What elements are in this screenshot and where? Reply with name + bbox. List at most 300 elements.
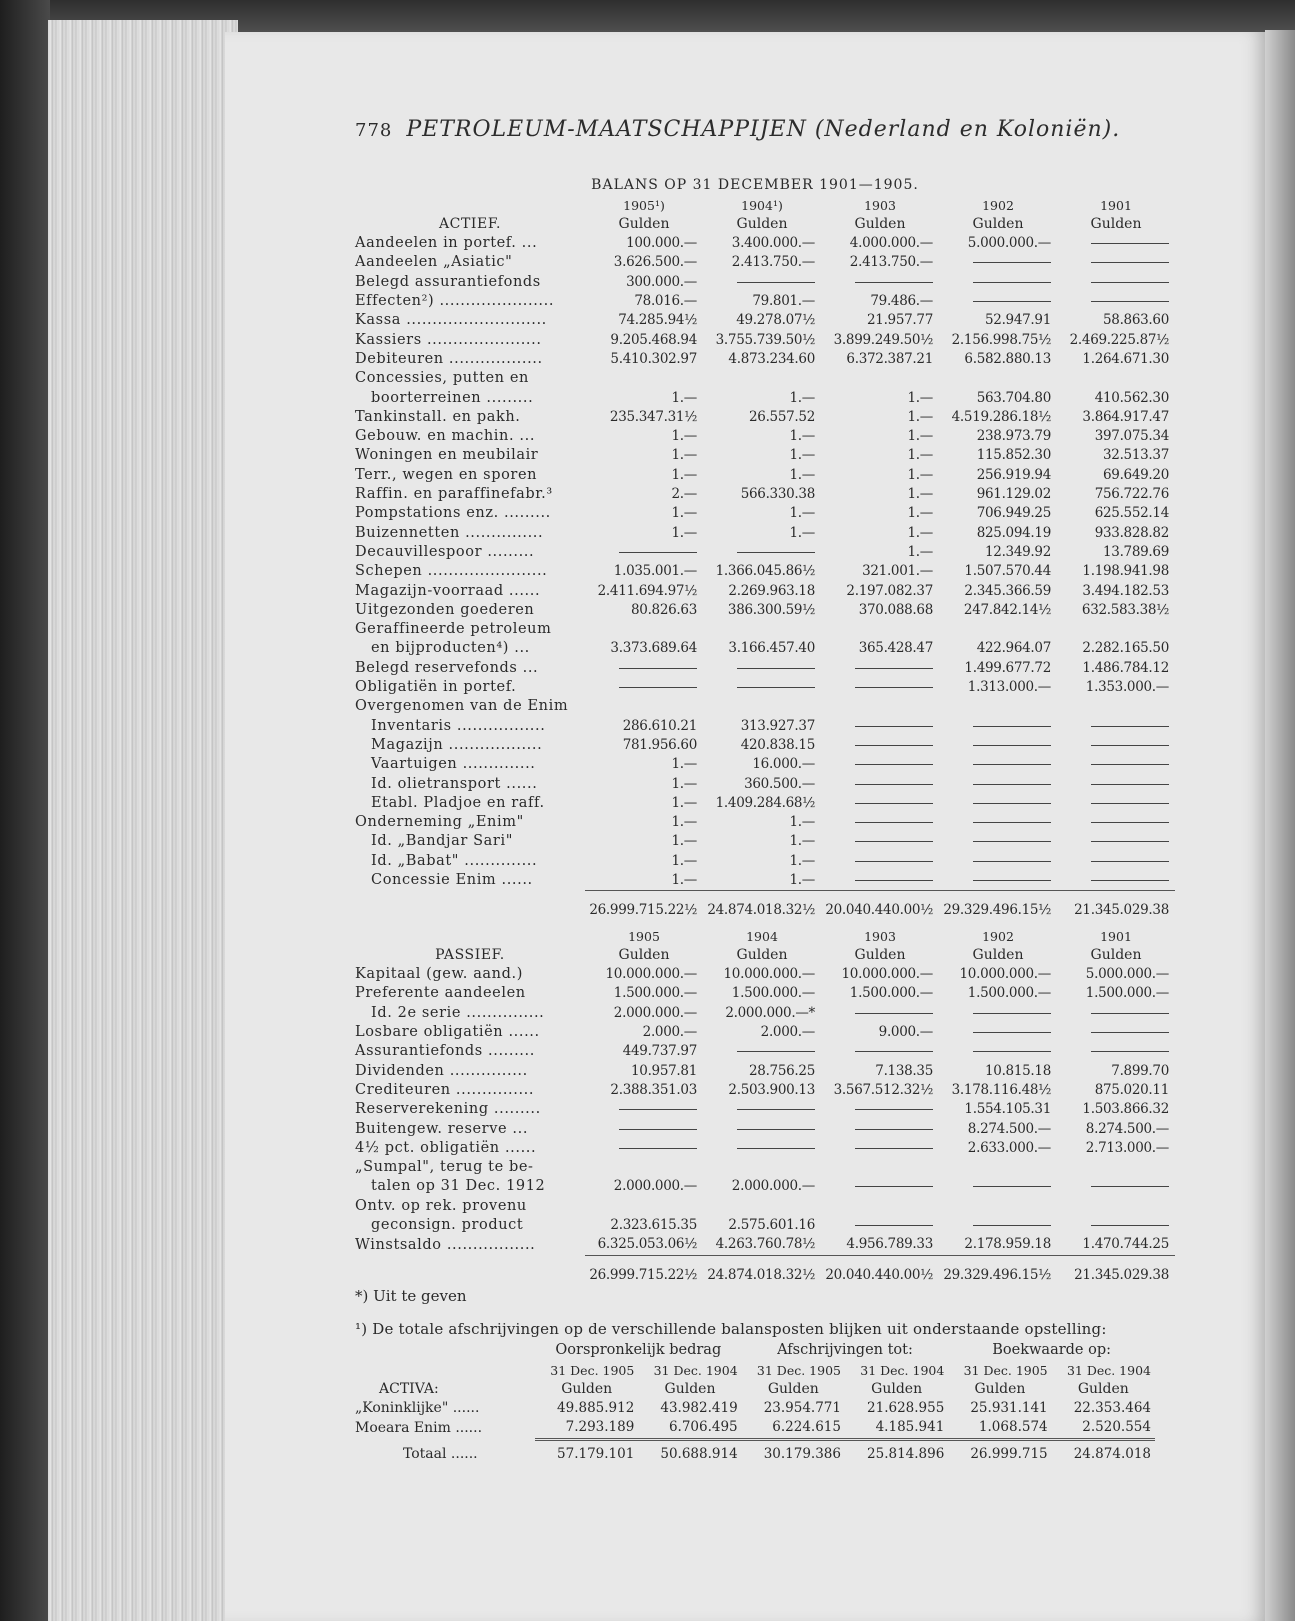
value-cell: 30.179.386 <box>763 1445 841 1462</box>
dash-rule <box>855 1109 933 1110</box>
row-label: „Koninklijke" ...... <box>355 1400 480 1417</box>
value-cell: 3.494.182.53 <box>1082 582 1169 599</box>
value-cell: 1.— <box>671 814 697 831</box>
empty-dash <box>1057 1004 1175 1023</box>
value-cell: 2.411.694.97½ <box>597 582 697 599</box>
page-stack-edge <box>48 20 238 1621</box>
value-cell <box>939 620 1057 639</box>
dash-rule <box>973 282 1051 283</box>
empty-dash <box>585 1120 703 1139</box>
value-cell: 1.— <box>789 833 815 850</box>
unit-header-row <box>355 1380 1155 1399</box>
value-cell: 10.000.000.— <box>723 966 815 983</box>
year-header: 1903 <box>864 928 896 944</box>
dash-rule <box>737 282 815 283</box>
unit-header: Gulden <box>974 1380 1026 1397</box>
value-cell: 2.— <box>671 486 697 503</box>
table-row <box>355 736 1175 755</box>
value-cell: 1.— <box>671 833 697 850</box>
table-row <box>355 427 1175 446</box>
dash-rule <box>619 1109 697 1110</box>
value-cell: 2.156.998.75½ <box>951 331 1051 348</box>
value-cell: 825.094.19 <box>976 524 1051 541</box>
value-cell: 1.— <box>671 852 697 869</box>
value-cell: 115.852.30 <box>976 447 1051 464</box>
value-cell: 1.— <box>907 447 933 464</box>
value-cell: 69.649.20 <box>1102 466 1169 483</box>
empty-dash <box>703 543 821 562</box>
row-label: Decauvillespoor ......... <box>355 543 535 560</box>
value-cell: 2.413.750.— <box>731 254 815 271</box>
value-cell: 20.040.440.00½ <box>825 1266 933 1283</box>
year-header: 1904 <box>746 928 778 944</box>
table-row <box>355 369 1175 388</box>
row-label: Obligatiën in portef. <box>355 679 517 696</box>
value-cell: 2.520.554 <box>1082 1419 1151 1436</box>
value-cell: 32.513.37 <box>1102 447 1169 464</box>
table-row <box>355 253 1175 272</box>
value-cell: 386.300.59½ <box>727 601 815 618</box>
empty-dash <box>585 543 703 562</box>
table-row <box>355 984 1175 1003</box>
unit-header: Gulden <box>854 946 906 963</box>
empty-dash <box>821 273 939 292</box>
dash-rule <box>973 1032 1051 1033</box>
value-cell: 29.329.496.15½ <box>943 1266 1051 1283</box>
row-label: Magazijn .................. <box>371 736 543 753</box>
value-cell: 3.178.116.48½ <box>951 1081 1051 1098</box>
empty-dash <box>1057 1216 1175 1235</box>
row-label: Woningen en meubilair <box>355 447 539 464</box>
dash-rule <box>855 861 933 862</box>
year-header: 1902 <box>982 197 1014 213</box>
table-row <box>355 331 1175 350</box>
table-row <box>355 485 1175 504</box>
value-cell: 1.— <box>671 389 697 406</box>
table-row <box>355 1418 1155 1439</box>
value-cell <box>585 1158 703 1177</box>
depreciation-note-text: ¹) De totale afschrijvingen op de verschillende balansposten blijken uit onderstaande opstelling: <box>355 1320 1107 1339</box>
empty-dash <box>821 678 939 697</box>
row-label: Id. „Bandjar Sari" <box>371 833 513 850</box>
dash-rule <box>855 1051 933 1052</box>
table-row <box>355 562 1175 581</box>
value-cell: 1.— <box>671 447 697 464</box>
value-cell: 1.499.677.72 <box>964 659 1051 676</box>
value-cell <box>939 369 1057 388</box>
value-cell: 4.519.286.18½ <box>951 408 1051 425</box>
value-cell: 3.755.739.50½ <box>715 331 815 348</box>
value-cell: 1.470.744.25 <box>1082 1236 1169 1253</box>
value-cell: 410.562.30 <box>1094 389 1169 406</box>
value-cell <box>939 697 1057 716</box>
empty-dash <box>939 717 1057 736</box>
value-cell: 1.507.570.44 <box>964 563 1051 580</box>
year-header: 1904¹) <box>741 197 783 213</box>
dash-rule <box>973 803 1051 804</box>
table-row <box>355 871 1175 891</box>
table-row <box>355 1023 1175 1042</box>
dash-rule <box>855 1225 933 1226</box>
value-cell: 2.000.— <box>642 1024 697 1041</box>
value-cell: 1.— <box>789 505 815 522</box>
dash-rule <box>1091 1186 1169 1187</box>
unit-header: Gulden <box>1077 1380 1129 1397</box>
table-row <box>355 504 1175 523</box>
empty-dash <box>821 813 939 832</box>
dash-rule <box>1091 861 1169 862</box>
dash-rule <box>737 1129 815 1130</box>
table-row <box>355 813 1175 832</box>
table-row <box>355 620 1175 639</box>
value-cell: 23.954.771 <box>763 1400 841 1417</box>
value-cell: 1.— <box>671 428 697 445</box>
value-cell: 3.899.249.50½ <box>833 331 933 348</box>
row-label: Overgenomen van de Enim <box>355 698 569 715</box>
group-header: Oorspronkelijk bedrag <box>555 1342 722 1359</box>
empty-dash <box>821 794 939 813</box>
dash-rule <box>1091 880 1169 881</box>
dash-rule <box>855 784 933 785</box>
value-cell: 43.982.419 <box>660 1400 738 1417</box>
dash-rule <box>973 861 1051 862</box>
value-cell: 9.205.468.94 <box>610 331 697 348</box>
value-cell: 8.274.500.— <box>1085 1120 1169 1137</box>
value-cell: 22.353.464 <box>1073 1400 1151 1417</box>
dash-rule <box>973 726 1051 727</box>
row-label: Onderneming „Enim" <box>355 814 524 831</box>
row-label: Id. „Babat" .............. <box>371 852 538 869</box>
empty-dash <box>1057 755 1175 774</box>
value-cell: 79.486.— <box>870 293 933 310</box>
value-cell <box>939 1158 1057 1177</box>
value-cell: 6.582.880.13 <box>964 350 1051 367</box>
unit-header: Gulden <box>972 946 1024 963</box>
value-cell: 3.166.457.40 <box>728 640 815 657</box>
value-cell: 2.413.750.— <box>849 254 933 271</box>
row-label: Ontv. op rek. provenu <box>355 1197 527 1214</box>
row-label: Concessies, putten en <box>355 370 529 387</box>
depreciation-table <box>355 1341 1155 1464</box>
dash-rule <box>973 301 1051 302</box>
value-cell: 625.552.14 <box>1094 505 1169 522</box>
value-cell: 1.— <box>907 524 933 541</box>
value-cell: 10.000.000.— <box>841 966 933 983</box>
dash-rule <box>1091 803 1169 804</box>
value-cell: 21.345.029.38 <box>1074 1266 1169 1283</box>
table-row <box>355 1120 1175 1139</box>
row-label: Kapitaal (gew. aand.) <box>355 966 523 983</box>
value-cell <box>703 1158 821 1177</box>
empty-dash <box>821 852 939 871</box>
value-cell <box>1057 697 1175 716</box>
value-cell: 632.583.38½ <box>1081 601 1169 618</box>
value-cell: 10.000.000.— <box>959 966 1051 983</box>
value-cell: 1.500.000.— <box>1085 985 1169 1002</box>
book-spine-edge <box>0 0 50 1621</box>
dash-rule <box>855 822 933 823</box>
empty-dash <box>1057 736 1175 755</box>
row-label: Concessie Enim ...... <box>371 872 533 889</box>
dash-rule <box>737 552 815 553</box>
value-cell: 300.000.— <box>626 273 697 290</box>
row-label: Dividenden ............... <box>355 1062 528 1079</box>
value-cell: 16.000.— <box>752 756 815 773</box>
dash-rule <box>973 784 1051 785</box>
value-cell: 422.964.07 <box>976 640 1051 657</box>
header-spacer <box>355 1361 535 1380</box>
value-cell: 1.500.000.— <box>613 985 697 1002</box>
value-cell: 1.264.671.30 <box>1082 350 1169 367</box>
empty-dash <box>821 1042 939 1061</box>
dash-rule <box>1091 822 1169 823</box>
value-cell: 449.737.97 <box>622 1043 697 1060</box>
empty-dash <box>939 871 1057 891</box>
empty-dash <box>585 1100 703 1119</box>
row-label: Buizennetten ............... <box>355 524 544 541</box>
dash-rule <box>619 1148 697 1149</box>
row-label: Vaartuigen .............. <box>371 756 536 773</box>
value-cell: 1.— <box>671 775 697 792</box>
dash-rule <box>973 822 1051 823</box>
table-row <box>355 1139 1175 1158</box>
value-cell <box>703 697 821 716</box>
empty-dash <box>939 1177 1057 1196</box>
value-cell: 25.814.896 <box>867 1445 945 1462</box>
row-label: Effecten²) ...................... <box>355 293 555 310</box>
dash-rule <box>1091 1051 1169 1052</box>
value-cell: 313.927.37 <box>740 717 815 734</box>
value-cell: 10.815.18 <box>984 1062 1051 1079</box>
empty-dash <box>1057 717 1175 736</box>
empty-dash <box>821 832 939 851</box>
date-header: 31 Dec. 1904 <box>860 1362 945 1378</box>
value-cell: 2.000.000.— <box>613 1004 697 1021</box>
empty-dash <box>821 1177 939 1196</box>
value-cell <box>939 1197 1057 1216</box>
empty-dash <box>1057 253 1175 272</box>
date-header: 31 Dec. 1904 <box>1066 1362 1151 1378</box>
value-cell: 13.789.69 <box>1102 543 1169 560</box>
table-row <box>355 1197 1175 1216</box>
dash-rule <box>1091 243 1169 244</box>
value-cell: 360.500.— <box>744 775 815 792</box>
empty-dash <box>1057 273 1175 292</box>
value-cell <box>1057 369 1175 388</box>
unit-header: Gulden <box>767 1380 819 1397</box>
table-row <box>355 1399 1155 1418</box>
dash-rule <box>855 282 933 283</box>
value-cell: 1.— <box>671 505 697 522</box>
value-cell: 57.179.101 <box>557 1445 635 1462</box>
year-header: 1905 <box>628 928 660 944</box>
balance-passief-table <box>355 927 1175 1285</box>
value-cell: 58.863.60 <box>1102 312 1169 329</box>
balance-title: BALANS OP 31 DECEMBER 1901—1905. <box>591 177 919 194</box>
value-cell: 370.088.68 <box>858 601 933 618</box>
dash-rule <box>737 1109 815 1110</box>
row-label: Reserverekening ......... <box>355 1101 541 1118</box>
table-row <box>355 1216 1175 1235</box>
dash-rule <box>619 552 697 553</box>
value-cell: 1.— <box>907 389 933 406</box>
unit-header: Gulden <box>736 215 788 232</box>
value-cell: 29.329.496.15½ <box>943 902 1051 919</box>
row-label: geconsign. product <box>371 1217 524 1234</box>
value-cell: 1.068.574 <box>978 1419 1048 1436</box>
value-cell: 2.345.366.59 <box>964 582 1051 599</box>
empty-dash <box>1057 775 1175 794</box>
value-cell <box>821 1158 939 1177</box>
dash-rule <box>1091 745 1169 746</box>
value-cell: 933.828.82 <box>1094 524 1169 541</box>
row-label: Raffin. en paraffinefabr.³ <box>355 486 553 503</box>
value-cell: 6.224.615 <box>772 1419 841 1436</box>
table-row <box>355 524 1175 543</box>
empty-dash <box>703 678 821 697</box>
row-label: Schepen ....................... <box>355 563 548 580</box>
value-cell: 286.610.21 <box>622 717 697 734</box>
empty-dash <box>703 659 821 678</box>
value-cell: 1.— <box>907 466 933 483</box>
value-cell: 1.— <box>789 466 815 483</box>
dash-rule <box>855 803 933 804</box>
date-header: 31 Dec. 1905 <box>550 1362 635 1378</box>
unit-header: Gulden <box>871 1380 923 1397</box>
row-label: Kassa ........................... <box>355 312 547 329</box>
value-cell <box>821 369 939 388</box>
value-cell: 1.409.284.68½ <box>715 794 815 811</box>
value-cell: 1.— <box>907 486 933 503</box>
value-cell: 4.956.789.33 <box>846 1236 933 1253</box>
unit-header: Gulden <box>736 946 788 963</box>
value-cell: 26.999.715 <box>970 1445 1048 1462</box>
row-label: Magazijn-voorraad ...... <box>355 582 541 599</box>
value-cell: 1.— <box>671 871 697 888</box>
row-label: Belegd assurantiefonds <box>355 273 541 290</box>
table-row <box>355 717 1175 736</box>
value-cell: 1.— <box>789 852 815 869</box>
value-cell: 78.016.— <box>634 293 697 310</box>
value-cell: 24.874.018.32½ <box>707 902 815 919</box>
value-cell: 1.353.000.— <box>1085 679 1169 696</box>
dash-rule <box>1091 1225 1169 1226</box>
value-cell: 21.345.029.38 <box>1074 902 1169 919</box>
dash-rule <box>1091 784 1169 785</box>
value-cell: 100.000.— <box>626 235 697 252</box>
table-row <box>355 775 1175 794</box>
page-right-edge <box>1265 30 1295 1621</box>
unit-header-row <box>355 215 1175 234</box>
value-cell: 1.— <box>789 428 815 445</box>
row-label: Aandeelen „Asiatic" <box>355 254 513 271</box>
row-label: Terr., wegen en sporen <box>355 466 538 483</box>
value-cell: 80.826.63 <box>630 601 697 618</box>
row-label: Debiteuren .................. <box>355 350 543 367</box>
table-row <box>355 543 1175 562</box>
value-cell: 1.— <box>907 543 933 560</box>
dash-rule <box>1091 764 1169 765</box>
value-cell: 4.185.941 <box>875 1419 945 1436</box>
value-cell: 5.410.302.97 <box>610 350 697 367</box>
value-cell: 4.263.760.78½ <box>715 1236 815 1253</box>
year-header: 1905¹) <box>623 197 665 213</box>
value-cell: 247.842.14½ <box>963 601 1051 618</box>
value-cell <box>703 1197 821 1216</box>
value-cell: 2.633.000.— <box>967 1139 1051 1156</box>
empty-dash <box>821 1004 939 1023</box>
value-cell: 24.874.018 <box>1073 1445 1151 1462</box>
value-cell: 397.075.34 <box>1094 428 1169 445</box>
value-cell: 420.838.15 <box>740 736 815 753</box>
value-cell: 6.325.053.06½ <box>597 1236 697 1253</box>
table-row <box>355 1081 1175 1100</box>
table-row <box>355 755 1175 774</box>
dash-rule <box>973 880 1051 881</box>
value-cell: 3.626.500.— <box>613 254 697 271</box>
unit-header-row <box>355 946 1175 965</box>
table-row <box>355 659 1175 678</box>
unit-header: Gulden <box>561 1380 613 1397</box>
value-cell: 2.713.000.— <box>1085 1139 1169 1156</box>
dash-rule <box>619 687 697 688</box>
empty-dash <box>703 1120 821 1139</box>
value-cell <box>821 697 939 716</box>
row-label: en bijproducten⁴) ... <box>371 640 530 657</box>
dash-rule <box>855 1186 933 1187</box>
dash-rule <box>973 1225 1051 1226</box>
value-cell: 7.899.70 <box>1111 1062 1169 1079</box>
unit-header: Gulden <box>618 946 670 963</box>
year-header: 1902 <box>982 928 1014 944</box>
value-cell: 563.704.80 <box>976 389 1051 406</box>
value-cell: 1.— <box>671 524 697 541</box>
value-cell: 28.756.25 <box>748 1062 815 1079</box>
dash-rule <box>855 764 933 765</box>
value-cell: 4.873.234.60 <box>728 350 815 367</box>
value-cell: 756.722.76 <box>1094 486 1169 503</box>
table-row <box>355 678 1175 697</box>
value-cell: 781.956.60 <box>622 736 697 753</box>
table-row <box>355 446 1175 465</box>
value-cell: 3.400.000.— <box>731 235 815 252</box>
value-cell: 1.366.045.86½ <box>715 563 815 580</box>
value-cell: 321.001.— <box>862 563 933 580</box>
value-cell: 365.428.47 <box>858 640 933 657</box>
value-cell: 10.000.000.— <box>605 966 697 983</box>
table-row <box>355 1100 1175 1119</box>
group-header: Boekwaarde op: <box>992 1342 1112 1359</box>
value-cell: 1.198.941.98 <box>1082 563 1169 580</box>
empty-dash <box>585 678 703 697</box>
value-cell: 2.000.000.—* <box>725 1004 815 1021</box>
value-cell <box>821 620 939 639</box>
dash-rule <box>1091 1013 1169 1014</box>
value-cell: 7.293.189 <box>565 1419 635 1436</box>
value-cell: 3.567.512.32½ <box>833 1081 933 1098</box>
table-row <box>355 311 1175 330</box>
value-cell: 79.801.— <box>752 293 815 310</box>
table-row <box>355 794 1175 813</box>
value-cell: 2.469.225.87½ <box>1069 331 1169 348</box>
row-label: Uitgezonden goederen <box>355 601 535 618</box>
value-cell: 25.931.141 <box>970 1400 1048 1417</box>
group-header: Afschrijvingen tot: <box>777 1342 913 1359</box>
dash-rule <box>855 726 933 727</box>
value-cell: 24.874.018.32½ <box>707 1266 815 1283</box>
value-cell: 1.486.784.12 <box>1082 659 1169 676</box>
value-cell: 5.000.000.— <box>967 235 1051 252</box>
